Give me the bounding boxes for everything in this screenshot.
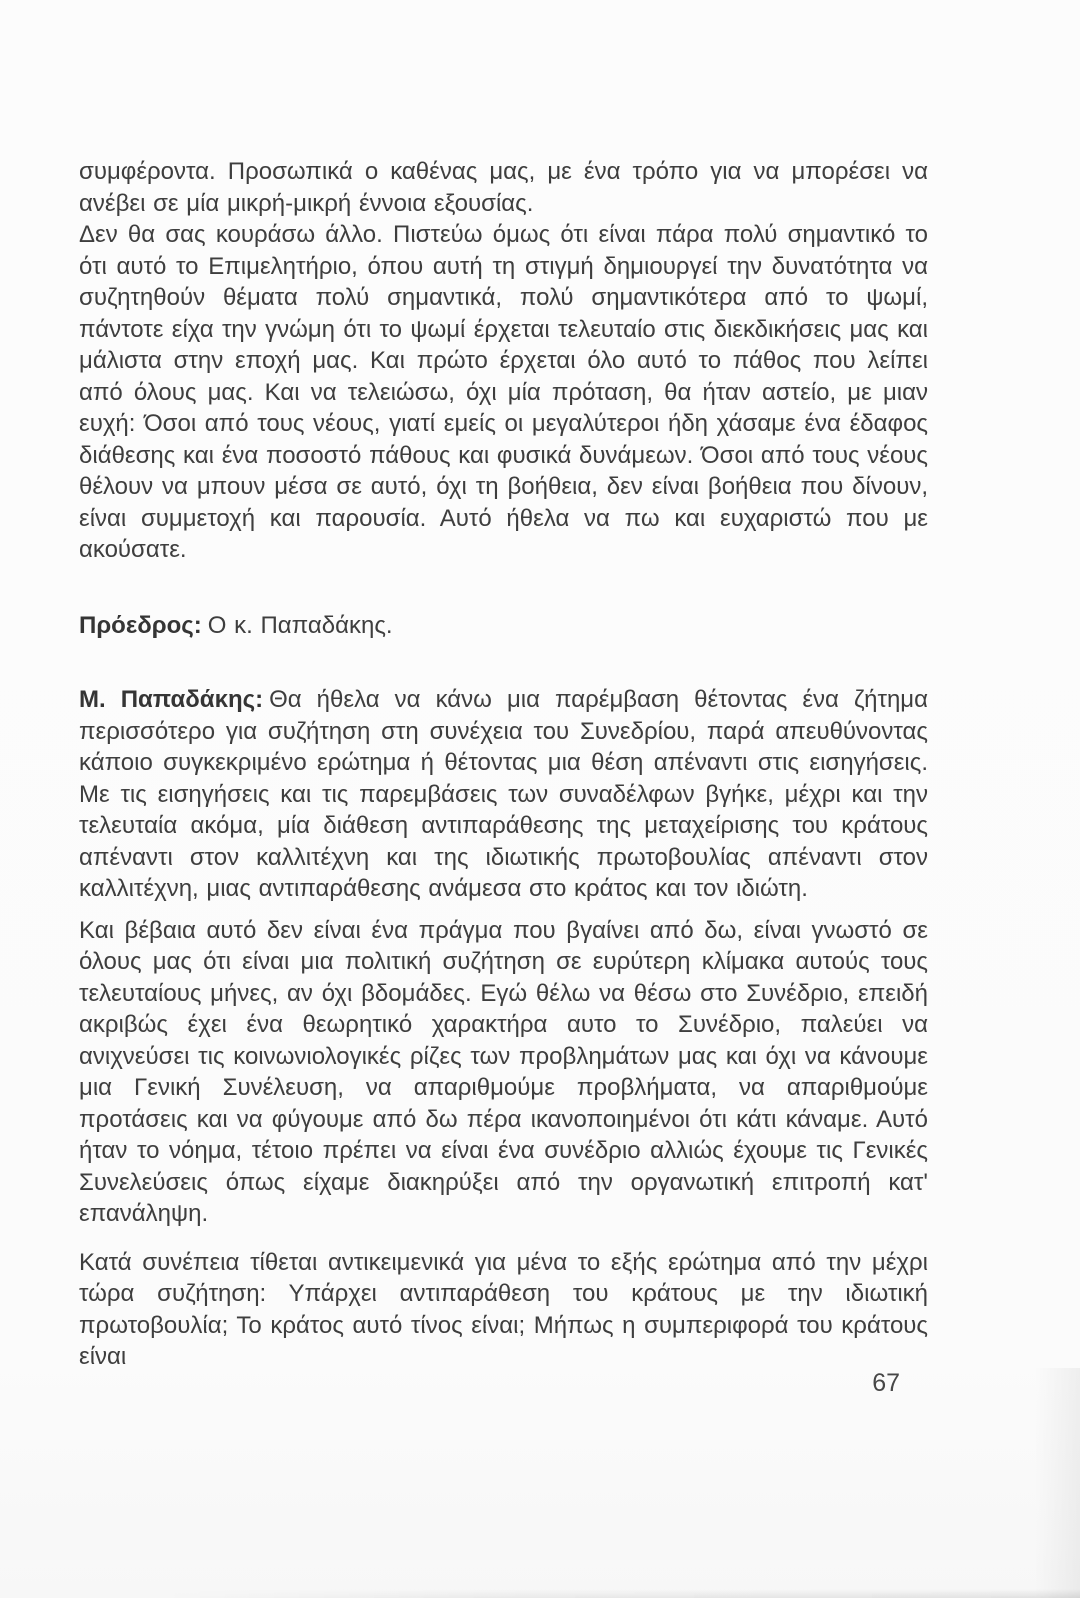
papadakis-paragraph-2: Και βέβαια αυτό δεν είναι ένα πράγμα που βγαίνει από δω, είναι γνωστό σε όλους μας ότι είναι μια πολιτική συζήτηση σε ευρύτερη κλίμακα αυτούς τους τελευταίους μήνες, αν όχι βδομάδες. Εγώ θέλω να θέσω στο Συνέδριο, επειδή ακριβώς έχει ένα θεωρητικό χαρακτήρα αυτο το Συνέδριο, παλεύει να ανιχνεύσει τις κοινωνιολογικές ρίζες των προβλημάτων μας και όχι να κάνουμε μια Γενική Συνέλευση, να απαριθμούμε προβλήματα, να απαριθμούμε προτάσεις και να φύγουμε από δω πέρα ικανοποιημένοι ότι κάτι κάναμε. Αυτό ήταν το νόημα, τέτοιο πρέπει να είναι ένα συνέδριο αλλιώς έχουμε τις Γενικές Συνελεύσεις όπως είχαμε διακηρύξει από την οργανωτική επιτροπή κατ' επανάληψη. [79, 916, 928, 1227]
papadakis-paragraph-1-text: Θα ήθελα να κάνω μια παρέμβαση θέτοντας ένα ζήτημα περισσότερο για συζήτηση στη συνέχεια του Συνεδρίου, παρά απευθύνοντας κάποιο συγκεκριμένο ερώτημα ή θέτοντας μια θέση απέναντι στις εισηγήσεις. Με τις εισηγήσεις και τις παρεμβάσεις των συναδέλφων βγήκε, μέχρι και την τελευταία ακόμα, μία διάθεση αντιπαράθεσης της μεταχείρισης του κράτους απέναντι στον καλλιτέχνη και της ιδιωτικής πρωτοβουλίας απέναντι στον καλλιτέχνη, μιας αντιπαράθεσης ανάμεσα στο κράτος και τον ιδιώτη. [79, 686, 929, 902]
page-number: 67 [872, 1369, 900, 1397]
page-text-block [79, 156, 928, 1373]
speaker-label-president: Πρόεδρος: [79, 611, 202, 639]
paragraph-continuation-2: Δεν θα σας κουράσω άλλο. Πιστεύω όμως ότι είναι πάρα πολύ σημαντικό το ότι αυτό το Επιμελητήριο, όπου αυτή τη στιγμή δημιουργεί την δυνατότητα να συζητηθούν θέματα πολύ σημαντικά, πολύ σημαντικότερα από το ψωμί, πάντοτε είχα την γνώμη ότι το ψωμί έρχεται τελευταίο στις διεκδικήσεις μας και μάλιστα στην εποχή μας. Και πρώτο έρχεται όλο αυτό το πάθος που λείπει από όλους μας. Και να τελειώσω, όχι μία πρόταση, θα ήταν αστείο, με μιαν ευχή: Όσοι από τους νέους, γιατί εμείς οι μεγαλύτεροι ήδη χάσαμε ένα έδαφος διάθεσης και ένα ποσοστό πάθους και φυσικά δυνάμεων. Όσοι από τους νέους θέλουν να μπουν μέσα σε αυτό, όχι τη βοήθεια, δεν είναι βοήθεια που δίνουν, είναι συμμετοχή και παρουσία. Αυτό ήθελα να πω και ευχαριστώ που με ακούσατε. [79, 221, 928, 563]
papadakis-paragraph-3: Κατά συνέπεια τίθεται αντικειμενικά για μένα το εξής ερώτημα από την μέχρι τώρα συζήτηση: Υπάρχει αντιπαράθεση του κράτους με την ιδιωτική πρωτοβουλία; Το κράτος αυτό τίνος είναι; Μήπως η συμπεριφορά του κράτους είναι [79, 1248, 928, 1370]
president-line [79, 610, 928, 642]
speaker-label-papadakis: Μ. Παπαδάκης: [79, 686, 264, 713]
scan-bottom-edge-shadow [0, 1589, 1080, 1598]
president-line-text: Ο κ. Παπαδάκης. [207, 611, 393, 639]
scan-corner-shadow [1034, 1368, 1080, 1598]
paragraph-continuation-1: συμφέροντα. Προσωπικά ο καθένας μας, με ένα τρόπο για να μπορέσει να ανέβει σε μία μικρή-μικρή έννοια εξουσίας. [79, 158, 928, 217]
papadakis-paragraph-1 [79, 684, 928, 905]
